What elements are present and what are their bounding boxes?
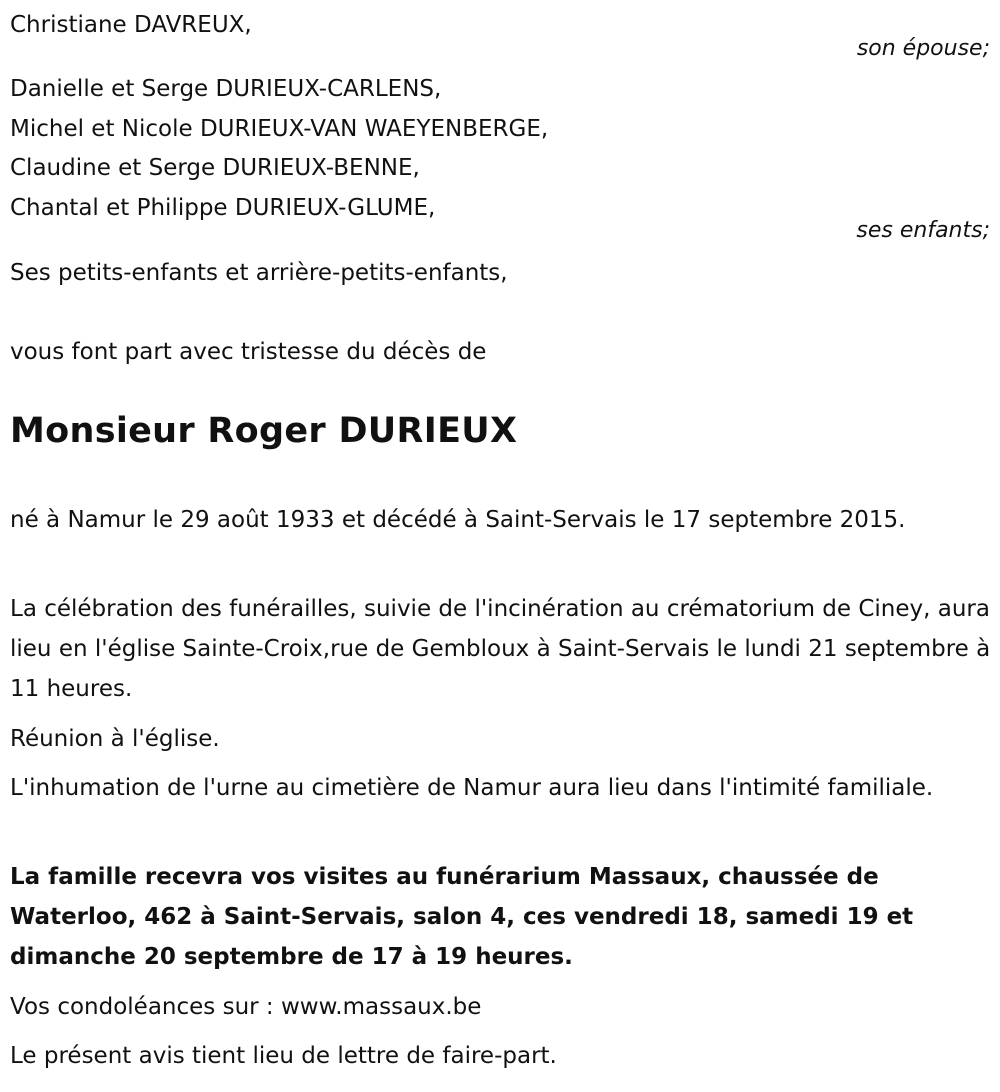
announcement-line: vous font part avec tristesse du décès de: [10, 339, 487, 365]
birth-death-paragraph: né à Namur le 29 août 1933 et décédé à Saint-Servais le 17 septembre 2015.: [10, 507, 906, 533]
child-line: Danielle et Serge DURIEUX-CARLENS,: [10, 76, 442, 102]
spouse-role: son épouse;: [856, 36, 990, 61]
ceremony-paragraph: La célébration des funérailles, suivie de l'incinération au crématorium de Ciney, aura lieu en l'église Sainte-Croix,rue de Gembloux à Saint-Servais le lundi 21 septembre à 11 heures.: [10, 596, 991, 702]
burial-paragraph: L'inhumation de l'urne au cimetière de Namur aura lieu dans l'intimité familiale.: [10, 775, 934, 801]
meeting-paragraph: Réunion à l'église.: [10, 726, 220, 752]
visits-paragraph: La famille recevra vos visites au funérarium Massaux, chaussée de Waterloo, 462 à Saint-Servais, salon 4, ces vendredi 18, samedi 19 et dimanche 20 septembre de 17 à 19 heures.: [10, 864, 914, 970]
child-line: Chantal et Philippe DURIEUX-GLUME,: [10, 195, 436, 221]
notice-line: Le présent avis tient lieu de lettre de faire-part.: [10, 1043, 557, 1069]
child-line: Michel et Nicole DURIEUX-VAN WAEYENBERGE,: [10, 116, 549, 142]
grandchildren-line: Ses petits-enfants et arrière-petits-enfants,: [10, 260, 508, 286]
children-role: ses enfants;: [856, 218, 990, 243]
condolences-line: Vos condoléances sur : www.massaux.be: [10, 994, 482, 1020]
child-line: Claudine et Serge DURIEUX-BENNE,: [10, 155, 420, 181]
spouse-name: Christiane DAVREUX,: [10, 12, 252, 38]
deceased-name: Monsieur Roger DURIEUX: [10, 411, 518, 451]
